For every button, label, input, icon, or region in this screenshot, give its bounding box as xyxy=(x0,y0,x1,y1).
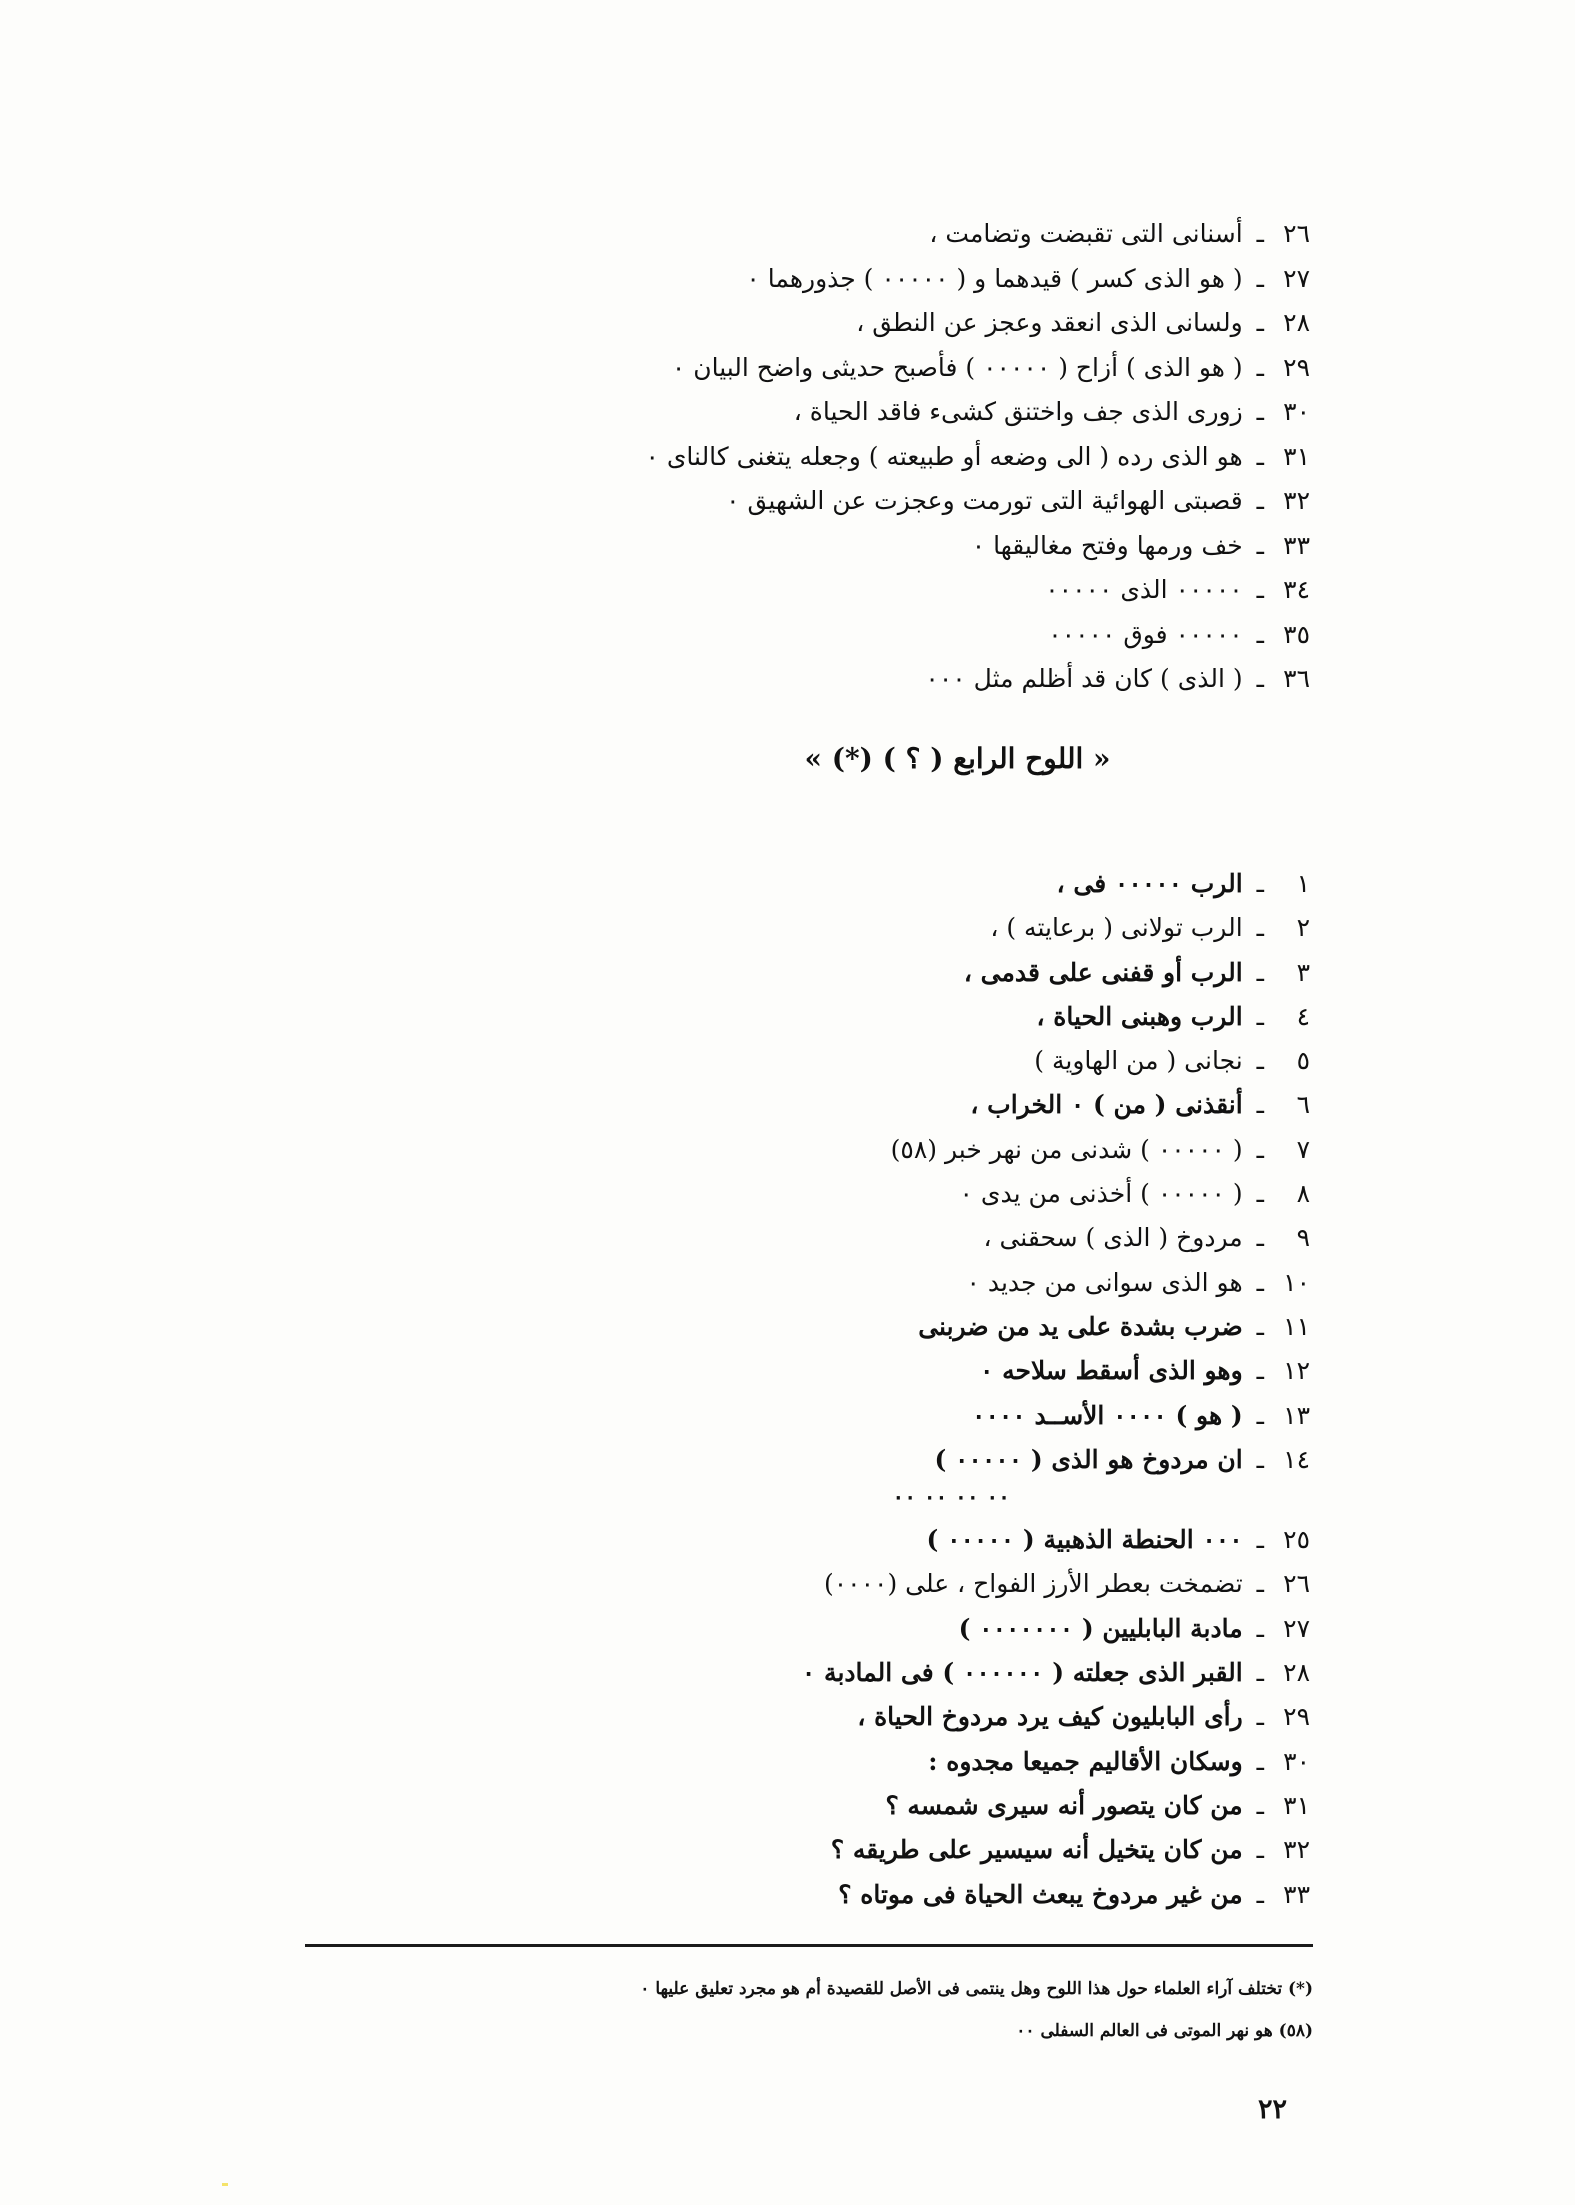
line-number: ٣٦ xyxy=(1283,664,1310,693)
line-number: ١٢ xyxy=(1283,1356,1310,1386)
line-dash: ـ xyxy=(1256,957,1264,987)
line-number: ٣٠ xyxy=(1283,397,1310,426)
list-item xyxy=(645,435,1310,480)
line-number: ٨ xyxy=(1296,1179,1310,1209)
footnote-divider xyxy=(305,1944,1313,1947)
line-number: ٣١ xyxy=(1283,441,1310,471)
line-number: ٤ xyxy=(1296,1001,1310,1031)
line-dash: ـ xyxy=(1256,1090,1264,1120)
list-item xyxy=(802,906,1310,950)
line-number: ٣١ xyxy=(1283,1790,1310,1820)
omitted-lines-marker: ٠٠ ٠٠ ٠٠ ٠٠ xyxy=(892,1484,1010,1511)
line-dash: ـ xyxy=(1256,1400,1264,1430)
line-dash: ـ xyxy=(1256,263,1264,293)
line-dash: ـ xyxy=(1256,1134,1264,1164)
line-dash: ـ xyxy=(1256,219,1264,248)
line-dash: ـ xyxy=(1256,1835,1264,1865)
list-item xyxy=(802,995,1310,1039)
line-text: ٠٠٠٠٠ فوق ٠٠٠٠٠ xyxy=(1048,619,1243,649)
line-dash: ـ xyxy=(1256,619,1264,649)
line-dash: ـ xyxy=(1256,913,1264,943)
line-text: من غير مردوخ يبعث الحياة فى موتاه ؟ xyxy=(838,1879,1243,1909)
line-text: من كان يتصور أنه سيرى شمسه ؟ xyxy=(885,1790,1243,1820)
line-dash: ـ xyxy=(1256,397,1264,426)
line-text: ( هو ) ٠٠٠٠ الأســد ٠٠٠٠ xyxy=(972,1400,1243,1430)
page-number: ٢٢ xyxy=(1257,2094,1287,2125)
line-dash: ـ xyxy=(1256,1267,1264,1297)
line-dash: ـ xyxy=(1256,486,1264,515)
list-item xyxy=(645,524,1310,569)
line-text: أنقذنى ( من ) ٠ الخراب ، xyxy=(970,1090,1243,1120)
list-item xyxy=(802,1562,1310,1606)
list-item xyxy=(802,1128,1310,1172)
line-number: ٦ xyxy=(1296,1090,1310,1120)
list-item xyxy=(802,1394,1310,1438)
line-dash: ـ xyxy=(1256,441,1264,471)
line-number: ٢ xyxy=(1296,913,1310,943)
line-number: ٢٥ xyxy=(1283,1525,1310,1555)
list-item xyxy=(802,1349,1310,1393)
list-item xyxy=(645,212,1310,257)
line-number: ٣٣ xyxy=(1283,530,1310,560)
line-dash: ـ xyxy=(1256,1525,1264,1555)
line-text: الرب وهبنى الحياة ، xyxy=(1036,1001,1243,1031)
line-dash: ـ xyxy=(1256,1311,1264,1341)
list-item xyxy=(802,1740,1310,1784)
list-item xyxy=(802,1607,1310,1651)
line-number: ٧ xyxy=(1296,1134,1310,1164)
line-number: ٢٧ xyxy=(1283,1613,1310,1643)
list-item xyxy=(645,257,1310,302)
line-dash: ـ xyxy=(1256,530,1264,560)
line-text: وهو الذى أسقط سلاحه ٠ xyxy=(980,1356,1243,1386)
list-item xyxy=(645,613,1310,658)
line-number: ١٣ xyxy=(1283,1400,1310,1430)
line-number: ٣٤ xyxy=(1283,575,1310,604)
line-number: ٥ xyxy=(1296,1046,1310,1076)
line-dash: ـ xyxy=(1256,1613,1264,1643)
line-dash: ـ xyxy=(1256,1790,1264,1820)
line-text: ( ٠٠٠٠٠ ) شدنى من نهر خبر (٥٨) xyxy=(890,1134,1243,1164)
line-dash: ـ xyxy=(1256,352,1264,382)
section-heading: « اللوح الرابع ( ؟ ) (*) » xyxy=(804,742,1111,775)
list-item xyxy=(645,346,1310,391)
line-dash: ـ xyxy=(1256,575,1264,604)
line-dash: ـ xyxy=(1256,308,1264,337)
line-dash: ـ xyxy=(1256,1746,1264,1776)
list-item xyxy=(802,1438,1310,1482)
line-text: ٠٠٠ الحنطة الذهبية ( ٠٠٠٠٠ ) xyxy=(926,1525,1243,1555)
line-dash: ـ xyxy=(1256,1444,1264,1474)
line-number: ٣٢ xyxy=(1283,486,1310,515)
list-item xyxy=(802,1039,1310,1083)
line-text: ( الذى ) كان قد أظلم مثل ٠٠٠ xyxy=(925,664,1243,693)
line-text: مادبة البابليين ( ٠٠٠٠٠٠٠ ) xyxy=(958,1613,1243,1643)
line-text: زورى الذى جف واختنق كشىء فاقد الحياة ، xyxy=(793,397,1243,426)
list-item xyxy=(645,479,1310,524)
line-number: ١١ xyxy=(1283,1311,1310,1341)
line-text: ( هو الذى ) أزاح ( ٠٠٠٠٠ ) فأصبح حديثى واضح البيان ٠ xyxy=(671,352,1243,382)
line-number: ٣٢ xyxy=(1283,1835,1310,1865)
line-dash: ـ xyxy=(1256,1658,1264,1688)
list-item xyxy=(802,1695,1310,1739)
line-text: وسكان الأقاليم جميعا مجدوه : xyxy=(928,1746,1243,1776)
line-dash: ـ xyxy=(1256,1356,1264,1386)
list-item xyxy=(802,862,1310,906)
line-text: خف ورمها وفتح مغاليقها ٠ xyxy=(971,530,1243,560)
line-text: أسنانى التى تقبضت وتضامت ، xyxy=(929,219,1243,248)
line-text: الرب أو قفنى على قدمى ، xyxy=(963,957,1243,987)
line-text: قصبتى الهوائية التى تورمت وعجزت عن الشهيق ٠ xyxy=(726,486,1243,515)
line-number: ٢٩ xyxy=(1283,1702,1310,1732)
line-dash: ـ xyxy=(1256,664,1264,693)
line-text: هو الذى سوانى من جديد ٠ xyxy=(966,1267,1243,1297)
list-item xyxy=(802,1305,1310,1349)
line-text: من كان يتخيل أنه سيسير على طريقه ؟ xyxy=(830,1835,1243,1865)
list-item xyxy=(802,951,1310,995)
scan-speck xyxy=(222,2183,228,2186)
line-text: الرب ٠٠٠٠٠ فى ، xyxy=(1056,869,1243,898)
line-number: ٣ xyxy=(1296,957,1310,987)
footnote: (*) تختلف آراء العلماء حول هذا اللوح وهل ينتمى فى الأصل للقصيدة أم هو مجرد تعليق عليها ٠ xyxy=(640,1979,1313,1999)
list-item xyxy=(802,1873,1310,1917)
list-item xyxy=(802,1828,1310,1872)
verse-list-bottom xyxy=(802,862,1310,1917)
line-text: ( هو الذى كسر ) قيدهما و ( ٠٠٠٠٠ ) جذورهما ٠ xyxy=(746,263,1243,293)
line-number: ٢٦ xyxy=(1283,219,1310,248)
line-text: ولسانى الذى انعقد وعجز عن النطق ، xyxy=(856,308,1243,337)
line-number: ٣٥ xyxy=(1283,619,1310,649)
line-number: ٢٩ xyxy=(1283,352,1310,382)
line-text: ٠٠٠٠٠ الذى ٠٠٠٠٠ xyxy=(1045,575,1243,604)
line-text: رأى البابليون كيف يرد مردوخ الحياة ، xyxy=(857,1702,1243,1732)
line-number: ١ xyxy=(1296,869,1310,898)
list-item xyxy=(802,1172,1310,1216)
line-text: ضرب بشدة على يد من ضربنى xyxy=(918,1311,1243,1341)
line-text: نجانى ( من الهاوية ) xyxy=(1034,1046,1243,1076)
line-dash: ـ xyxy=(1256,869,1264,898)
line-number: ٢٨ xyxy=(1283,1658,1310,1688)
line-text: ( ٠٠٠٠٠ ) أخذنى من يدى ٠ xyxy=(959,1179,1243,1209)
line-number: ١٤ xyxy=(1283,1444,1310,1474)
line-number: ٢٧ xyxy=(1283,263,1310,293)
list-item xyxy=(802,1216,1310,1260)
line-number: ٩ xyxy=(1296,1223,1310,1253)
line-number: ٣٣ xyxy=(1283,1879,1310,1909)
list-item xyxy=(802,1784,1310,1828)
line-dash: ـ xyxy=(1256,1001,1264,1031)
line-dash: ـ xyxy=(1256,1569,1264,1599)
line-dash: ـ xyxy=(1256,1179,1264,1209)
line-text: مردوخ ( الذى ) سحقنى ، xyxy=(983,1223,1243,1253)
line-dash: ـ xyxy=(1256,1223,1264,1253)
footnotes xyxy=(273,1968,1313,2052)
line-number: ١٠ xyxy=(1283,1267,1310,1297)
line-number: ٣٠ xyxy=(1283,1746,1310,1776)
verse-list-top xyxy=(645,212,1310,702)
line-number: ٢٦ xyxy=(1283,1569,1310,1599)
list-item xyxy=(802,1518,1310,1562)
list-item xyxy=(802,1651,1310,1695)
list-item xyxy=(645,657,1310,702)
footnote: (٥٨) هو نهر الموتى فى العالم السفلى ٠٠ xyxy=(1016,2021,1313,2041)
line-text: الرب تولانى ( برعايته ) ، xyxy=(990,913,1243,943)
line-text: ان مردوخ هو الذى ( ٠٠٠٠٠ ) xyxy=(934,1444,1243,1474)
list-item xyxy=(802,1083,1310,1127)
line-dash: ـ xyxy=(1256,1046,1264,1076)
line-dash: ـ xyxy=(1256,1702,1264,1732)
line-dash: ـ xyxy=(1256,1879,1264,1909)
list-item xyxy=(802,1261,1310,1305)
line-number: ٢٨ xyxy=(1283,308,1310,337)
list-item xyxy=(645,390,1310,435)
list-item xyxy=(645,568,1310,613)
line-text: القبر الذى جعلته ( ٠٠٠٠٠٠ ) فى المادبة ٠ xyxy=(801,1658,1243,1688)
line-text: هو الذى رده ( الى وضعه أو طبيعته ) وجعله يتغنى كالناى ٠ xyxy=(645,441,1243,471)
line-text: تضمخت بعطر الأرز الفواح ، على (٠٠٠٠) xyxy=(823,1569,1243,1599)
list-item xyxy=(645,301,1310,346)
